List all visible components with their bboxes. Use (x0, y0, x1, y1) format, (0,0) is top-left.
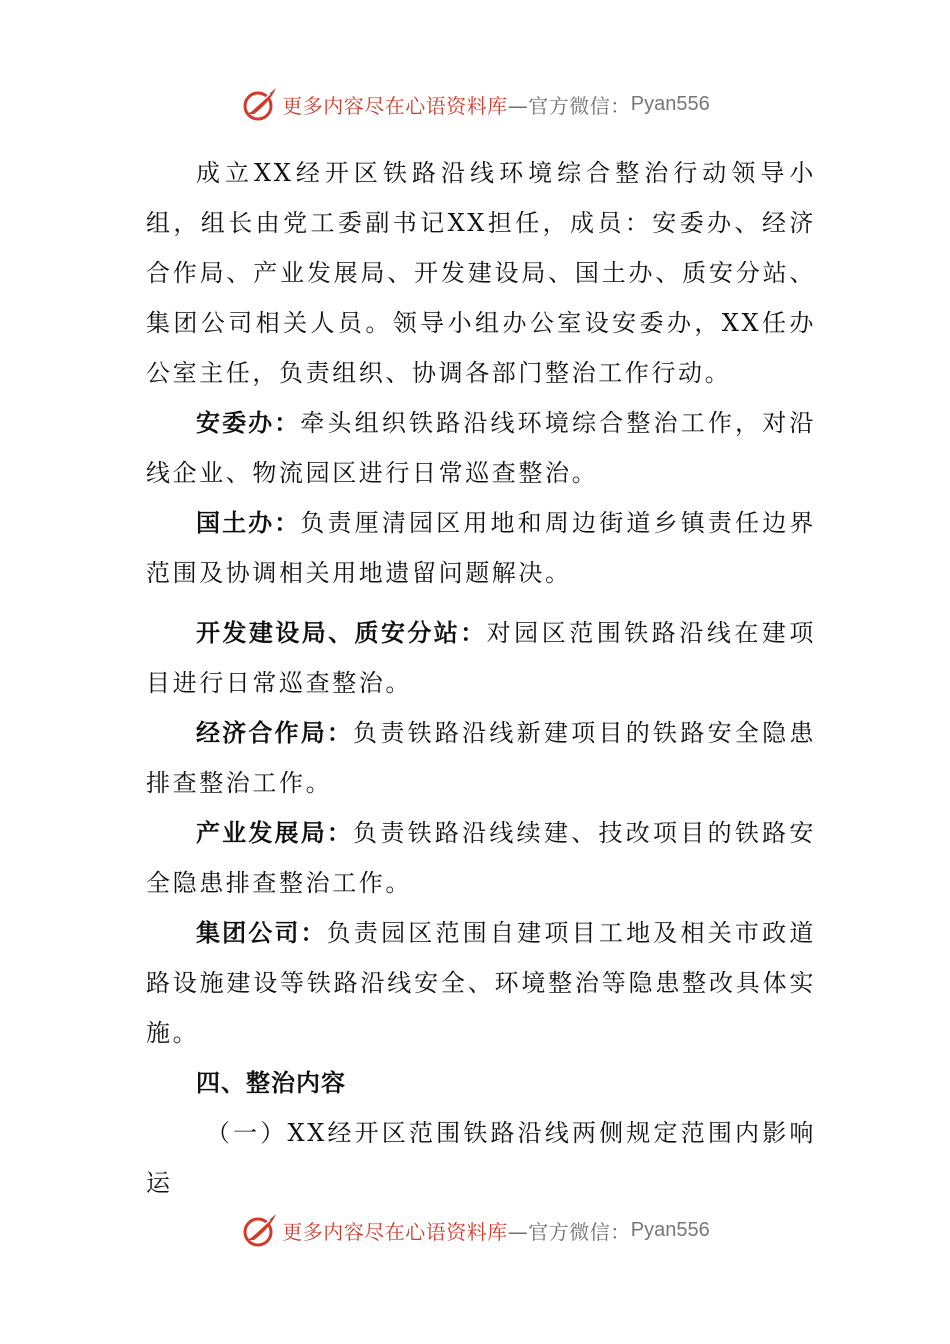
feather-pen-logo-icon (240, 1210, 280, 1250)
feather-pen-logo-icon (240, 84, 280, 124)
section-heading: 四、整治内容 (196, 1069, 346, 1097)
duty-paragraph-5 (146, 808, 816, 908)
watermark-right-text: —官方微信： (507, 1219, 631, 1244)
duty-paragraph-4 (146, 708, 816, 808)
duty-text: 牵头组织铁路沿线环境综合整治工作，对沿线企业、物流园区进行日常巡查整治。 (146, 409, 816, 487)
duty-paragraph-3 (146, 608, 816, 708)
sub-item: （一）XX经开区范围铁路沿线两侧规定范围内影响运 (146, 1119, 816, 1197)
watermark-footer (0, 1208, 950, 1252)
duty-label: 安委办： (196, 409, 301, 437)
duty-label: 经济合作局： (196, 719, 354, 747)
duty-paragraph-2 (146, 498, 816, 598)
duty-label: 产业发展局： (196, 819, 354, 847)
duty-label: 集团公司： (196, 919, 327, 947)
duty-paragraph-1 (146, 398, 816, 498)
duty-paragraph-6 (146, 908, 816, 1058)
duty-text: 负责厘清园区用地和周边街道乡镇责任边界范围及协调相关用地遗留问题解决。 (146, 509, 816, 587)
document-body (146, 148, 816, 1208)
duty-text: 负责园区范围自建项目工地及相关市政道路设施建设等铁路沿线安全、环境整治等隐患整改具体实施。 (146, 919, 817, 1047)
duty-label: 国土办： (196, 509, 301, 537)
watermark-wechat-id: Pyan556 (630, 1218, 710, 1241)
watermark-left-text: 更多内容尽在心语资料库 (282, 1219, 508, 1244)
duty-label: 开发建设局、质安分站： (196, 619, 487, 647)
watermark-left-text: 更多内容尽在心语资料库 (282, 93, 508, 118)
duty-text: 对园区范围铁路沿线在建项目进行日常巡查整治。 (146, 619, 817, 697)
watermark-header (0, 82, 950, 126)
watermark-right-text: —官方微信： (507, 93, 631, 118)
duty-text: 负责铁路沿线续建、技改项目的铁路安全隐患排查整治工作。 (146, 819, 817, 897)
duty-text: 负责铁路沿线新建项目的铁路安全隐患排查整治工作。 (146, 719, 817, 797)
paragraph-intro: 成立XX经开区铁路沿线环境综合整治行动领导小组，组长由党工委副书记XX担任，成员：安委办、经济合作局、产业发展局、开发建设局、国土办、质安分站、集团公司相关人员。领导小组办公室设安委办，XX任办公室主任，负责组织、协调各部门整治工作行动。 (146, 159, 816, 387)
watermark-wechat-id: Pyan556 (630, 92, 710, 115)
